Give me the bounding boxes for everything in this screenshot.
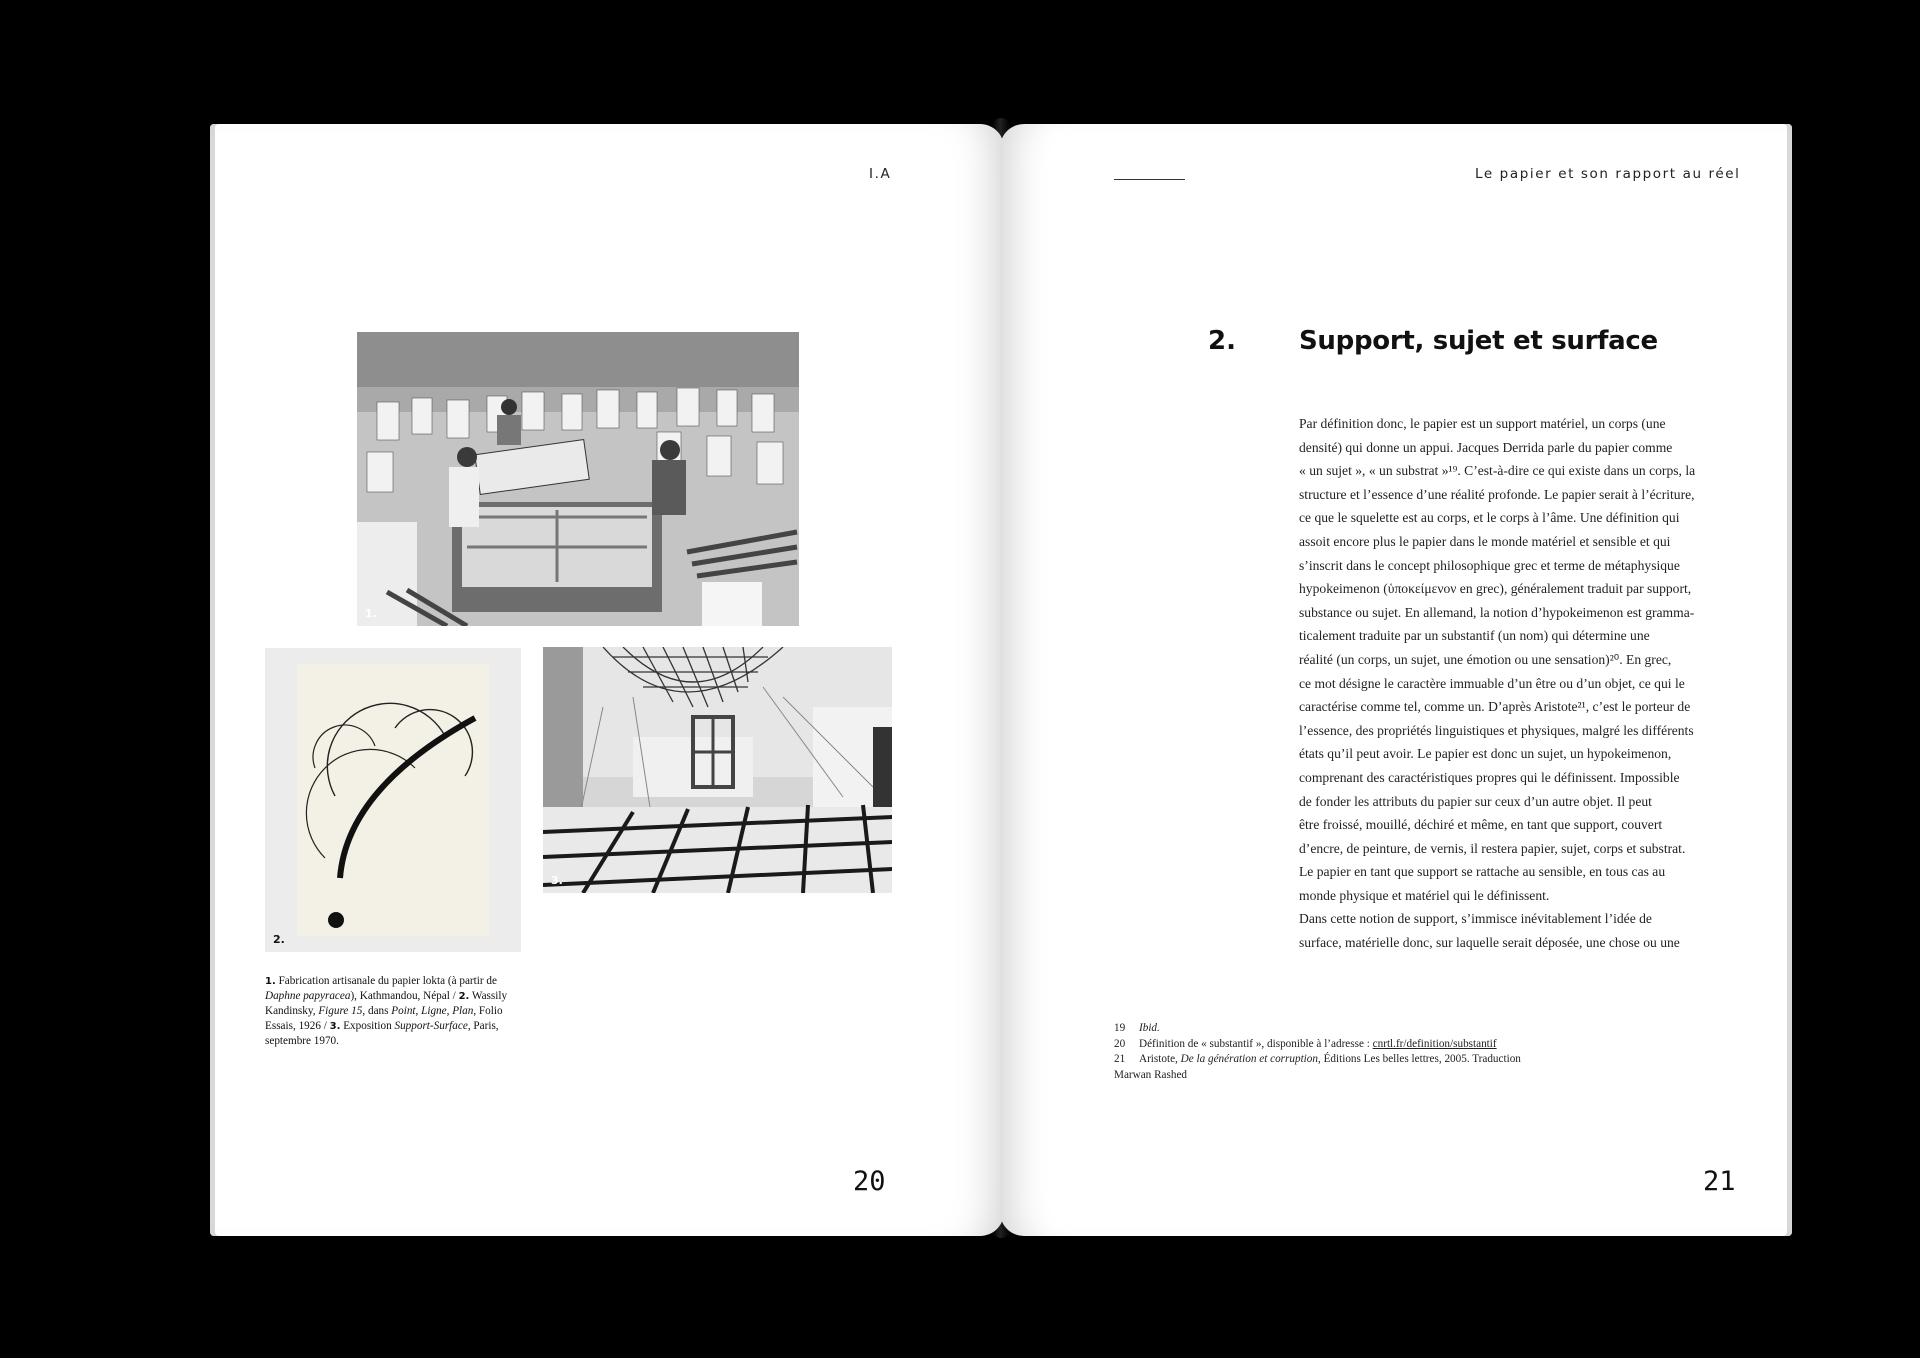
figure-3-label: 3. (551, 874, 563, 887)
body-line: comprenant des caractéristiques propres qui le définissent. Impossible (1299, 769, 1680, 785)
caption-italic: Figure 15 (318, 1005, 363, 1017)
footnote-text: Ibid. (1139, 1022, 1160, 1034)
figure-2-label: 2. (273, 933, 285, 946)
right-page-number: 21 (1703, 1166, 1736, 1197)
body-line: s’inscrit dans le concept philosophique grec et terme de métaphysique (1299, 557, 1680, 573)
footnote-number: 19 (1114, 1022, 1126, 1034)
body-line: réalité (un corps, un sujet, une émotion ou une sensation)²⁰. En grec, (1299, 651, 1672, 667)
caption-text: , dans (362, 1005, 392, 1017)
body-line: structure et l’essence d’une réalité profonde. Le papier serait à l’écriture, (1299, 486, 1695, 502)
footnote-19 (1114, 1021, 1594, 1037)
body-line: hypokeimenon (ὑποκείμενον en grec), généralement traduit par support, (1299, 581, 1692, 597)
left-running-head: I.A (869, 166, 892, 182)
body-text (1299, 412, 1729, 955)
caption-text: ), Kathmandou, Népal / (350, 990, 459, 1002)
body-line: ce que le squelette est au corps, et le corps à l’âme. Une définition qui (1299, 510, 1680, 526)
caption-italic: Point, Ligne, Plan (391, 1005, 474, 1017)
caption-text: Wassily Kandinsky, (265, 990, 508, 1017)
figure-caption (265, 974, 533, 1049)
caption-text: , Paris, septembre 1970. (265, 1020, 499, 1047)
caption-num-3: 3. (329, 1021, 341, 1032)
body-line: être froissé, mouillé, déchiré et même, en tant que support, couvert (1299, 817, 1663, 833)
footnote-italic: De la génération et corruption (1180, 1053, 1318, 1065)
footnotes (1114, 1021, 1594, 1083)
body-line: monde physique et matériel qui le définissent. (1299, 887, 1550, 903)
body-line: d’encre, de peinture, de vernis, il restera papier, sujet, corps et substrat. (1299, 840, 1686, 856)
footnote-text: Aristote, (1139, 1053, 1181, 1065)
body-line: l’essence, des propriétés linguistiques et physiques, malgré les différents (1299, 722, 1694, 738)
running-head-rule (1114, 179, 1185, 180)
caption-text: , Folio Essais, 1926 / (265, 1005, 503, 1032)
figure-2-kandinsky (265, 648, 521, 952)
body-line: assoit encore plus le papier dans le monde matériel et sensible et qui (1299, 533, 1671, 549)
right-running-head: Le papier et son rapport au réel (1475, 166, 1741, 182)
body-line: états qu’il peut avoir. Le papier est donc un sujet, un hypokeimenon, (1299, 746, 1672, 762)
footnote-text: Définition de « substantif », disponible à l’adresse : (1139, 1037, 1373, 1050)
footnote-text: , Éditions Les belles lettres, 2005. Traduction (1317, 1053, 1521, 1065)
footnote-link[interactable]: cnrtl.fr/definition/substantif (1372, 1037, 1497, 1050)
body-line: ticalement traduite par un substantif (un nom) qui détermine une (1299, 628, 1650, 644)
caption-italic: Daphne papyracea (265, 990, 351, 1002)
caption-num-1: 1. (265, 976, 276, 987)
figure-3-exhibition (543, 647, 892, 893)
footnote-21-continued: Marwan Rashed (1114, 1068, 1188, 1081)
body-line: « un sujet », « un substrat »¹⁹. C’est-à-dire ce qui existe dans un corps, la (1299, 463, 1696, 479)
caption-text: Exposition (340, 1020, 395, 1032)
body-line: Par définition donc, le papier est un support matériel, un corps (une (1299, 416, 1666, 431)
body-line: Le papier en tant que support se rattache au sensible, en tous cas au (1299, 864, 1666, 880)
body-line: caractérise comme tel, comme un. D’après Aristote²¹, c’est le porteur de (1299, 699, 1691, 715)
footnote-21 (1114, 1052, 1594, 1068)
body-line: substance ou sujet. En allemand, la notion d’hypokeimenon est gramma- (1299, 604, 1695, 620)
section-number: 2. (1208, 326, 1236, 356)
left-page-number: 20 (853, 1166, 886, 1197)
body-line: densité) qui donne un appui. Jacques Derrida parle du papier comme (1299, 439, 1673, 455)
footnote-20 (1114, 1037, 1594, 1053)
figure-1-label: 1. (365, 607, 377, 620)
caption-italic: Support-Surface (394, 1020, 468, 1032)
footnote-number: 21 (1114, 1053, 1126, 1065)
body-line: Dans cette notion de support, s’immisce inévitablement l’idée de (1299, 911, 1652, 927)
body-line: de fonder les attributs du papier sur ceux d’un autre objet. Il peut (1299, 793, 1652, 809)
caption-text: Fabrication artisanale du papier lokta (à partir de (275, 975, 497, 987)
body-line: ce mot désigne le caractère immuable d’un être ou d’un objet, ce qui le (1299, 675, 1685, 691)
figure-1-paper-making-photo (357, 332, 799, 626)
caption-num-2: 2. (458, 991, 470, 1002)
footnote-number: 20 (1114, 1037, 1126, 1050)
section-title: Support, sujet et surface (1299, 326, 1658, 356)
body-line: surface, matérielle donc, sur laquelle serait déposée, une chose ou une (1299, 935, 1680, 951)
